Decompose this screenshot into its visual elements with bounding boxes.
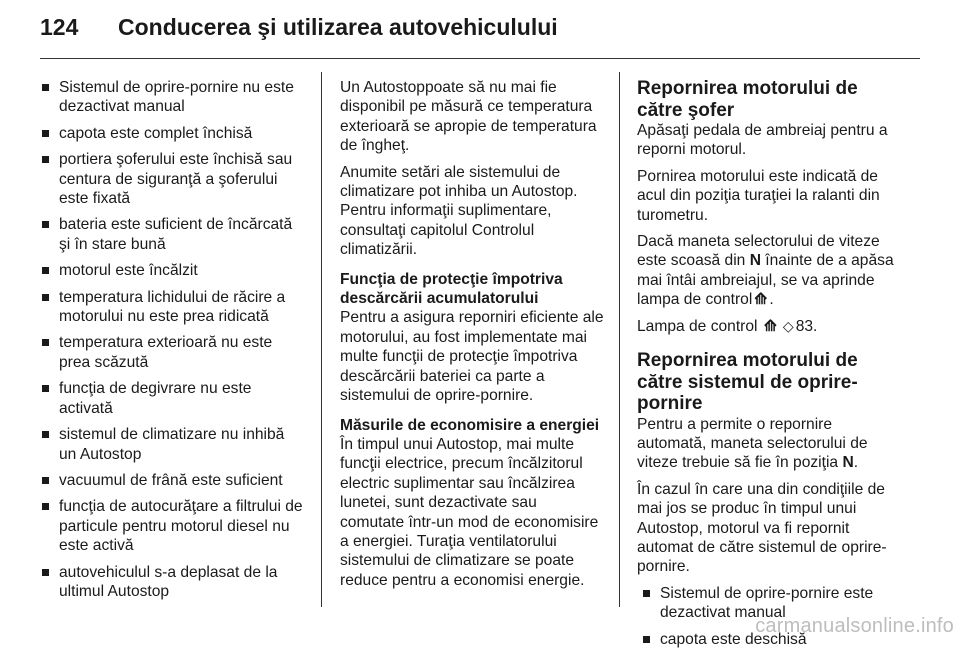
column-2 [340, 78, 604, 597]
paragraph-conditions: În cazul în care una din condiţiile de mai jos se produc în timpul unui Autostop, motorul va fi repornit automat de către sistemul de oprire-pornire. [637, 480, 887, 576]
column-3 [637, 78, 905, 656]
list-item: vacuumul de frână este suficient [40, 471, 306, 490]
paragraph-automatic-restart [637, 415, 905, 473]
text-segment: Lampa de control [637, 317, 758, 335]
paragraph-climate: Anumite setări ale sistemului de climatizare pot inhiba un Autostop. Pentru informaţii suplimentare, consultaţi capitolul Controlul climatizării. [340, 163, 578, 259]
paragraph-battery-protection: Pentru a asigura reporniri eficiente ale motorului, au fost implementate mai multe funcţii de protecţie împotriva descărcării bateriei ca parte a sistemului de oprire-pornire. [340, 309, 604, 405]
list-item: motorul este încălzit [40, 261, 306, 280]
list-item: funcţia de autocurăţare a filtrului de particule pentru motorul diesel nu este activă [40, 497, 306, 555]
gear-n-label: N [749, 252, 761, 270]
list-item: Sistemul de oprire-pornire este dezactivat manual [641, 584, 905, 623]
heading-energy-saving: Măsurile de economisire a energiei [340, 416, 600, 434]
paragraph-selector-lever [637, 232, 905, 310]
paragraph-energy-saving: În timpul unui Autostop, mai multe funcţii electrice, precum încălzitorul electric suplimentar sau încălzirea lunetei, sunt dezactivate sau comutate într-un mod de economisire a energiei. Turaţia ventilatorului sistemului de climatizare se poate reduce pentru a economisi energie. [340, 435, 599, 589]
column-1 [40, 78, 306, 608]
autostop-lamp-icon: ⟰ [763, 317, 777, 335]
text-segment: . [769, 291, 774, 309]
column-divider-1 [321, 72, 322, 607]
heading-driver-restart: Repornirea motorului de către şofer [637, 78, 858, 121]
text-segment: Dacă maneta selectorului de viteze este scoasă din [637, 233, 880, 270]
list-item: capota este deschisă [641, 630, 905, 649]
list-item: Sistemul de oprire-pornire nu este dezactivat manual [40, 78, 306, 117]
text-segment: înainte de a apăsa mai întâi ambreiajul, se va aprinde lampa de control [637, 252, 894, 309]
page-number: 124 [40, 14, 79, 40]
list-item: sistemul de climatizare nu inhibă un Autostop [40, 425, 306, 464]
page-reference-icon: ◇ [782, 317, 794, 334]
list-item: capota este complet închisă [40, 124, 306, 143]
autostop-lamp-icon: ⟰ [754, 291, 768, 309]
chapter-title: Conducerea şi utilizarea autovehiculului [118, 14, 558, 40]
list-item: temperatura exterioară nu este prea scăzută [40, 333, 306, 372]
page-header [40, 14, 558, 54]
heading-system-restart: Repornirea motorului de către sistemul de oprire-pornire [637, 350, 858, 415]
list-item: portiera şoferului este închisă sau centura de siguranţă a şoferului este fixată [40, 150, 306, 208]
paragraph-tachometer: Pornirea motorului este indicată de acul din poziţia turaţiei la ralanti din turometru. [637, 167, 880, 224]
list-item: bateria este suficient de încărcată şi în stare bună [40, 215, 306, 254]
list-item: funcţia de degivrare nu este activată [40, 379, 306, 418]
condition-list [40, 78, 306, 601]
text-segment: Pentru a permite o repornire automată, maneta selectorului de viteze trebuie să fie în poziţia [637, 415, 868, 472]
paragraph-clutch: Apăsaţi pedala de ambreiaj pentru a reporni motorul. [637, 122, 888, 159]
gear-n-label: N [842, 454, 854, 472]
watermark: carmanualsonline.info [755, 615, 954, 637]
page-reference[interactable]: 83. [795, 317, 818, 335]
heading-battery-protection: Funcţia de protecţie împotriva descărcării acumulatorului [340, 270, 563, 308]
header-rule [40, 58, 920, 59]
paragraph-freezing: Un Autostoppoate să nu mai fie disponibil pe măsură ce temperatura exterioară se apropie de temperatura de îngheţ. [340, 79, 597, 155]
paragraph-control-lamp [637, 317, 905, 336]
list-item: temperatura lichidului de răcire a motorului nu este prea ridicată [40, 288, 306, 327]
text-segment: . [853, 454, 859, 472]
list-item: autovehiculul s-a deplasat de la ultimul Autostop [40, 563, 306, 602]
column-divider-2 [619, 72, 620, 607]
